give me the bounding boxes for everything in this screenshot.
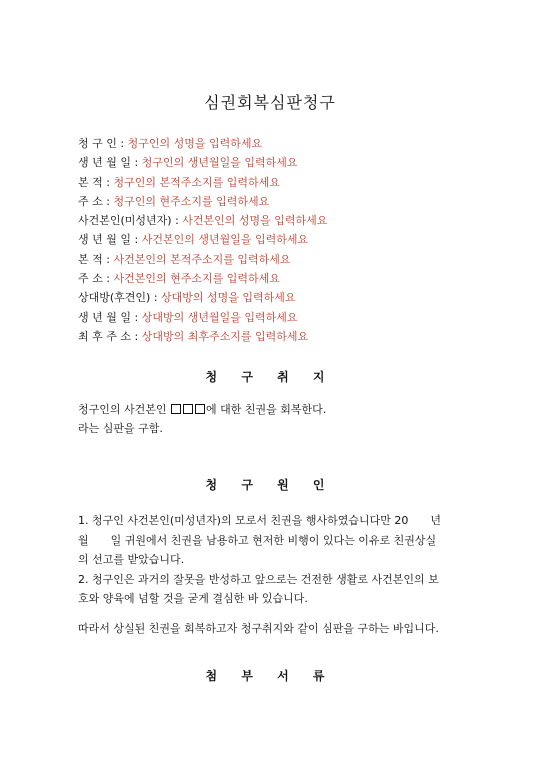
field-label: 청 구 인 [78,137,117,150]
field-value: 사건본인의 본적주소지를 입력하세요 [113,252,291,266]
purpose-after: 에 대한 친권을 회복한다. [206,403,327,416]
purpose-heading: 청 구 취 지 [205,370,335,384]
field-value: 상대방의 최후주소지를 입력하세요 [141,329,309,343]
field-sep: : [131,310,142,324]
cause-text [78,511,464,609]
field-label: 상대방(후견인) [78,291,151,305]
cause-line: 호와 양육에 넘할 것을 굳게 결심한 바 있습니다. [78,592,308,605]
blank-box [195,404,205,414]
cause-line: 의 선고를 받았습니다. [78,553,185,566]
field-row [78,308,498,327]
field-value: 청구인의 본적주소지를 입력하세요 [113,175,280,189]
field-row [78,230,498,249]
field-label: 주 소 [78,194,103,208]
field-row [78,173,498,192]
field-sep: : [171,214,183,228]
field-value: 청구인의 현주소지를 입력하세요 [113,194,270,208]
field-value: 청구인의 성명을 입력하세요 [127,137,263,150]
field-label: 본 적 [78,252,103,266]
field-row [78,134,498,153]
cause-line: 1. 청구인 사건본인(미성년자)의 모로서 친권을 행사하였습니다만 20 년 [78,514,441,527]
field-sep: : [102,175,114,189]
field-sep: : [102,194,114,208]
purpose-text [78,400,464,438]
field-row [78,192,498,211]
field-label: 본 적 [78,175,103,189]
purpose-line [78,400,464,419]
field-value: 사건본인의 현주소지를 입력하세요 [113,272,280,286]
field-value: 상대방의 성명을 입력하세요 [161,291,296,305]
conclusion-line: 따라서 상실된 친권을 회복하고자 청구취지와 같이 심판을 구하는 바입니다. [78,622,439,635]
field-row [78,211,498,230]
purpose-before: 청구인의 사건본인 [78,403,167,416]
field-sep: : [131,233,142,247]
field-sep: : [102,272,114,286]
purpose-line: 라는 심판을 구함. [78,422,163,435]
field-value: 청구인의 생년월일을 입력하세요 [141,156,298,170]
cause-line: 월 일 귀원에서 친권을 남용하고 현저한 비행이 있다는 이유로 친권상실 [78,533,437,547]
document-title: 심권회복심판청구 [204,93,336,112]
blank-box [183,404,193,414]
field-row [78,327,498,346]
field-label: 생 년 월 일 [78,156,131,170]
field-sep: : [150,291,162,305]
field-row [78,250,498,269]
field-row [78,288,498,307]
field-sep: : [102,252,114,266]
field-value: 상대방의 생년월일을 입력하세요 [141,310,298,324]
field-label: 생 년 월 일 [78,310,131,324]
field-label: 사건본인(미성년자) [78,214,172,228]
field-label: 생 년 월 일 [78,233,131,247]
field-value: 사건본인의 성명을 입력하세요 [182,214,328,228]
cause-heading: 청 구 원 인 [205,478,335,492]
attachments-heading: 첨 부 서 류 [205,669,335,683]
party-info [78,134,498,346]
field-value: 사건본인의 생년월일을 입력하세요 [141,233,309,247]
field-sep: : [131,156,142,170]
field-row [78,269,498,288]
cause-line: 2. 청구인은 과거의 잘못을 반성하고 앞으로는 건전한 생활로 사건본인의 보 [78,572,439,586]
field-label: 최 후 주 소 [78,329,131,343]
field-sep: : [116,137,128,150]
blank-box [171,404,181,414]
field-sep: : [131,329,142,343]
field-row [78,153,498,172]
field-label: 주 소 [78,272,103,286]
conclusion-text [78,619,464,639]
